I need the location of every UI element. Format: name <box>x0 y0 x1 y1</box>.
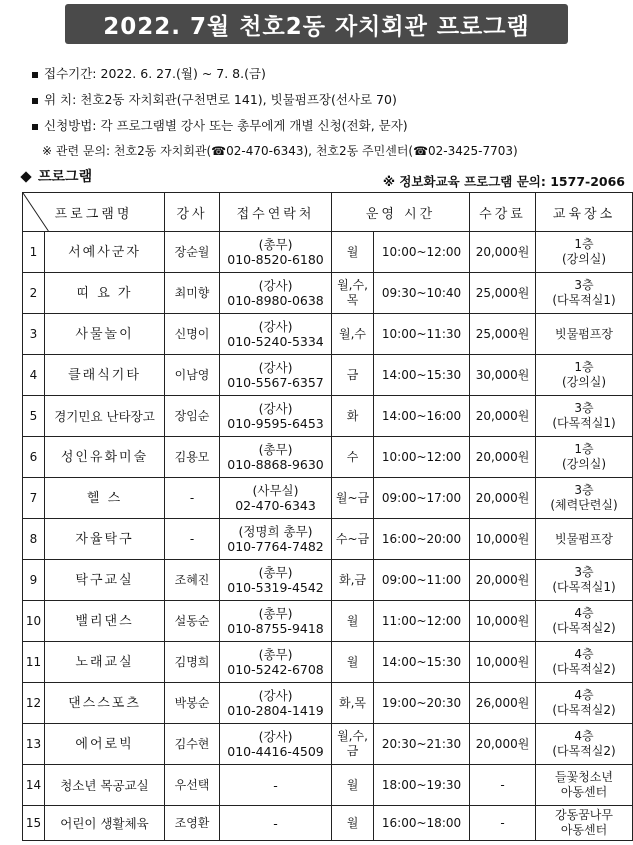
place-main: 4층 <box>574 729 594 743</box>
operating-days: 월 <box>332 232 374 273</box>
operating-hours: 10:00~12:00 <box>374 232 470 273</box>
row-number: 7 <box>23 478 45 519</box>
table-row <box>23 355 633 396</box>
place-main: 4층 <box>574 647 594 661</box>
operating-days: 월 <box>332 601 374 642</box>
place-cell <box>536 642 633 683</box>
teacher-name: 최미향 <box>165 273 220 314</box>
contact-role: (총무) <box>258 565 293 580</box>
operating-hours: 20:30~21:30 <box>374 724 470 765</box>
program-name: 노래교실 <box>45 642 165 683</box>
contact-phone: 010-8980-0638 <box>227 293 324 308</box>
header-fee: 수강료 <box>470 193 536 232</box>
fee: 20,000원 <box>470 232 536 273</box>
place-main: 빗물펌프장 <box>555 326 613 341</box>
teacher-name: 이남영 <box>165 355 220 396</box>
place-detail: (다목적실1) <box>552 293 616 307</box>
place-cell <box>536 273 633 314</box>
teacher-name: 박봉순 <box>165 683 220 724</box>
operating-days: 월,수,목 <box>332 273 374 314</box>
contact-role: (강사) <box>258 729 293 744</box>
place-detail: 아동센터 <box>560 785 608 799</box>
row-number: 11 <box>23 642 45 683</box>
operating-days: 월 <box>332 642 374 683</box>
fee: 20,000원 <box>470 560 536 601</box>
bullet-icon <box>32 124 38 130</box>
program-table <box>22 192 633 841</box>
program-name: 청소년 목공교실 <box>45 765 165 806</box>
contact-role: (강사) <box>258 360 293 375</box>
place-cell <box>536 601 633 642</box>
contact-cell <box>220 642 332 683</box>
teacher-name: 신명이 <box>165 314 220 355</box>
contact-role: (사무실) <box>252 483 299 498</box>
operating-days: 월 <box>332 806 374 841</box>
table-row <box>23 683 633 724</box>
contact-phone: 010-7764-7482 <box>227 539 324 554</box>
fee: 20,000원 <box>470 478 536 519</box>
row-number: 1 <box>23 232 45 273</box>
place-detail: (다목적실2) <box>552 662 616 676</box>
info-program-inquiry: ※ 정보화교육 프로그램 문의: 1577-2066 <box>382 174 625 189</box>
program-name: 클래식기타 <box>45 355 165 396</box>
contact-phone: 010-8755-9418 <box>227 621 324 636</box>
place-detail: (강의실) <box>561 252 607 266</box>
contact-cell <box>220 355 332 396</box>
fee: - <box>470 806 536 841</box>
table-row <box>23 806 633 841</box>
row-number: 2 <box>23 273 45 314</box>
contact-phone: 010-2804-1419 <box>227 703 324 718</box>
table-row <box>23 396 633 437</box>
contact-phone: 010-9595-6453 <box>227 416 324 431</box>
operating-hours: 14:00~15:30 <box>374 642 470 683</box>
place-detail: (다목적실1) <box>552 580 616 594</box>
place-detail: 아동센터 <box>560 823 608 837</box>
contact-phone: 010-8520-6180 <box>227 252 324 267</box>
row-number: 6 <box>23 437 45 478</box>
place-main: 3층 <box>574 483 594 497</box>
fee: 25,000원 <box>470 273 536 314</box>
operating-days: 월~금 <box>332 478 374 519</box>
contact-role: (총무) <box>258 647 293 662</box>
program-name: 자율탁구 <box>45 519 165 560</box>
contact-cell <box>220 478 332 519</box>
operating-days: 월 <box>332 765 374 806</box>
program-name: 서예사군자 <box>45 232 165 273</box>
place-cell <box>536 396 633 437</box>
program-name: 경기민요 난타장고 <box>45 396 165 437</box>
operating-days: 수 <box>332 437 374 478</box>
info-period <box>32 64 266 82</box>
fee: 25,000원 <box>470 314 536 355</box>
fee: 20,000원 <box>470 437 536 478</box>
diagonal-line <box>23 193 164 231</box>
table-row <box>23 601 633 642</box>
contact-cell <box>220 806 332 841</box>
operating-days: 수~금 <box>332 519 374 560</box>
operating-hours: 09:00~17:00 <box>374 478 470 519</box>
table-row <box>23 560 633 601</box>
program-name: 헬 스 <box>45 478 165 519</box>
bullet-icon <box>32 98 38 104</box>
teacher-name: 장임순 <box>165 396 220 437</box>
fee: 20,000원 <box>470 396 536 437</box>
row-number: 15 <box>23 806 45 841</box>
contact-phone: 010-8868-9630 <box>227 457 324 472</box>
info-period-text: 접수기간: 2022. 6. 27.(월) ~ 7. 8.(금) <box>44 66 266 81</box>
operating-days: 화,금 <box>332 560 374 601</box>
bullet-icon <box>32 72 38 78</box>
row-number: 14 <box>23 765 45 806</box>
teacher-name: 우선택 <box>165 765 220 806</box>
header-program-name-label: 프로그램명 <box>54 206 133 222</box>
operating-days: 월,수, 금 <box>332 724 374 765</box>
operating-hours: 14:00~15:30 <box>374 355 470 396</box>
row-number: 13 <box>23 724 45 765</box>
fee: 10,000원 <box>470 642 536 683</box>
operating-hours: 18:00~19:30 <box>374 765 470 806</box>
contact-cell <box>220 437 332 478</box>
contact-cell <box>220 314 332 355</box>
place-cell <box>536 724 633 765</box>
contact-phone: 010-5567-6357 <box>227 375 324 390</box>
operating-hours: 09:30~10:40 <box>374 273 470 314</box>
place-cell <box>536 355 633 396</box>
operating-hours: 14:00~16:00 <box>374 396 470 437</box>
row-number: 5 <box>23 396 45 437</box>
fee: - <box>470 765 536 806</box>
contact-role: (강사) <box>258 401 293 416</box>
header-teacher: 강사 <box>165 193 220 232</box>
teacher-name: 김명희 <box>165 642 220 683</box>
contact-role: (강사) <box>258 319 293 334</box>
contact-cell <box>220 601 332 642</box>
program-name: 띠 요 가 <box>45 273 165 314</box>
table-row <box>23 273 633 314</box>
row-number: 3 <box>23 314 45 355</box>
fee: 10,000원 <box>470 601 536 642</box>
place-cell <box>536 314 633 355</box>
header-program-name <box>23 193 165 232</box>
header-place: 교육장소 <box>536 193 633 232</box>
info-location <box>32 90 397 108</box>
contact-cell <box>220 724 332 765</box>
contact-phone: 02-470-6343 <box>235 498 316 513</box>
operating-hours: 16:00~18:00 <box>374 806 470 841</box>
program-name: 사물놀이 <box>45 314 165 355</box>
table-row <box>23 437 633 478</box>
operating-days: 월,수 <box>332 314 374 355</box>
place-main: 1층 <box>574 360 594 374</box>
contact-role: (정명희 총무) <box>238 524 313 539</box>
fee: 20,000원 <box>470 724 536 765</box>
table-row <box>23 765 633 806</box>
place-detail: (다목적실1) <box>552 416 616 430</box>
contact-role: (총무) <box>258 606 293 621</box>
place-cell <box>536 437 633 478</box>
contact-cell <box>220 765 332 806</box>
contact-phone: 010-4416-4509 <box>227 744 324 759</box>
teacher-name: 설동순 <box>165 601 220 642</box>
operating-hours: 10:00~11:30 <box>374 314 470 355</box>
row-number: 8 <box>23 519 45 560</box>
operating-hours: 11:00~12:00 <box>374 601 470 642</box>
program-name: 밸리댄스 <box>45 601 165 642</box>
contact-phone: 010-5242-6708 <box>227 662 324 677</box>
header-contact: 접수연락처 <box>220 193 332 232</box>
page-title: 2022. 7월 천호2동 자치회관 프로그램 <box>65 4 568 44</box>
place-main: 1층 <box>574 237 594 251</box>
contact-cell <box>220 560 332 601</box>
table-row <box>23 232 633 273</box>
contact-cell <box>220 683 332 724</box>
place-cell <box>536 232 633 273</box>
program-name: 댄스스포츠 <box>45 683 165 724</box>
contact-cell <box>220 396 332 437</box>
operating-hours: 10:00~12:00 <box>374 437 470 478</box>
teacher-name: - <box>165 519 220 560</box>
operating-hours: 09:00~11:00 <box>374 560 470 601</box>
section-heading <box>22 166 92 186</box>
place-detail: (강의실) <box>561 457 607 471</box>
place-main: 강동꿈나무 <box>555 808 613 822</box>
fee: 26,000원 <box>470 683 536 724</box>
contact-role: (강사) <box>258 688 293 703</box>
program-name: 성인유화미술 <box>45 437 165 478</box>
contact-role: - <box>273 777 278 793</box>
operating-days: 화,목 <box>332 683 374 724</box>
fee: 10,000원 <box>470 519 536 560</box>
row-number: 9 <box>23 560 45 601</box>
teacher-name: 장순월 <box>165 232 220 273</box>
place-cell <box>536 765 633 806</box>
info-method-text: 신청방법: 각 프로그램별 강사 또는 총무에게 개별 신청(전화, 문자) <box>44 118 408 133</box>
table-row <box>23 724 633 765</box>
place-cell <box>536 683 633 724</box>
program-name: 탁구교실 <box>45 560 165 601</box>
operating-days: 금 <box>332 355 374 396</box>
contact-role: (강사) <box>258 278 293 293</box>
place-detail: (체력단련실) <box>550 498 618 512</box>
place-cell <box>536 560 633 601</box>
place-main: 3층 <box>574 401 594 415</box>
place-detail: (다목적실2) <box>552 703 616 717</box>
contact-role: (총무) <box>258 442 293 457</box>
place-detail: (다목적실2) <box>552 621 616 635</box>
table-row <box>23 478 633 519</box>
program-name: 어린이 생활체육 <box>45 806 165 841</box>
row-number: 4 <box>23 355 45 396</box>
teacher-name: 김수현 <box>165 724 220 765</box>
place-main: 4층 <box>574 606 594 620</box>
contact-phone: 010-5319-4542 <box>227 580 324 595</box>
diamond-icon <box>20 171 31 182</box>
place-main: 1층 <box>574 442 594 456</box>
info-related: ※ 관련 문의: 천호2동 자치회관(☎02-470-6343), 천호2동 주민센터(☎02-3425-7703) <box>42 144 518 158</box>
contact-role: (총무) <box>258 237 293 252</box>
place-main: 들꽃청소년 <box>555 770 613 784</box>
row-number: 10 <box>23 601 45 642</box>
teacher-name: - <box>165 478 220 519</box>
teacher-name: 조혜진 <box>165 560 220 601</box>
info-method <box>32 116 408 134</box>
place-main: 3층 <box>574 278 594 292</box>
place-main: 3층 <box>574 565 594 579</box>
contact-phone: 010-5240-5334 <box>227 334 324 349</box>
program-name: 에어로빅 <box>45 724 165 765</box>
teacher-name: 조영환 <box>165 806 220 841</box>
contact-cell <box>220 519 332 560</box>
place-main: 4층 <box>574 688 594 702</box>
table-row <box>23 314 633 355</box>
teacher-name: 김용모 <box>165 437 220 478</box>
place-cell <box>536 519 633 560</box>
place-cell <box>536 806 633 841</box>
contact-cell <box>220 232 332 273</box>
place-detail: (다목적실2) <box>552 744 616 758</box>
fee: 30,000원 <box>470 355 536 396</box>
table-row <box>23 519 633 560</box>
operating-hours: 16:00~20:00 <box>374 519 470 560</box>
section-title: 프로그램 <box>38 169 93 185</box>
info-location-text: 위 치: 천호2동 자치회관(구천면로 141), 빗물펌프장(선사로 70) <box>44 92 397 107</box>
operating-hours: 19:00~20:30 <box>374 683 470 724</box>
contact-cell <box>220 273 332 314</box>
table-row <box>23 642 633 683</box>
operating-days: 화 <box>332 396 374 437</box>
contact-role: - <box>273 815 278 831</box>
header-time: 운영 시간 <box>332 193 470 232</box>
place-cell <box>536 478 633 519</box>
place-main: 빗물펌프장 <box>555 531 613 546</box>
place-detail: (강의실) <box>561 375 607 389</box>
table-header-row <box>23 193 633 232</box>
row-number: 12 <box>23 683 45 724</box>
